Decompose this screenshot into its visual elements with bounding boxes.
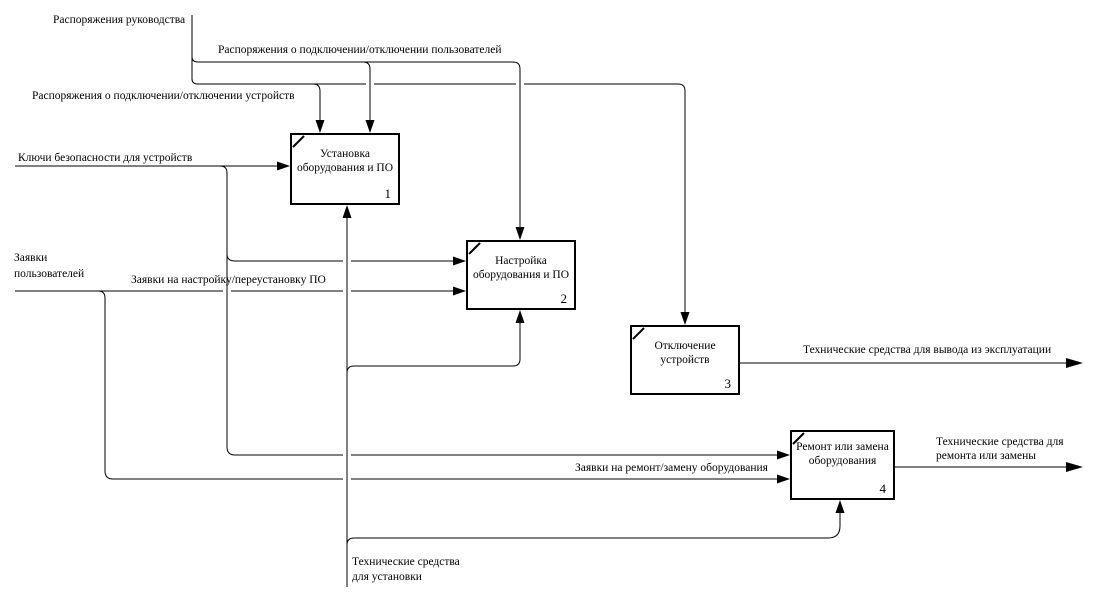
activity-box-install-title: Установка оборудования и ПО — [296, 148, 394, 174]
arrow-install-means-branch-box2 — [347, 314, 520, 373]
arrow-install-means-branch-box4 — [347, 504, 840, 545]
box-corner-fold-icon — [792, 432, 810, 450]
activity-box-configure-title: Настройка оборудования и ПО — [472, 255, 570, 281]
activity-box-repair-title: Ремонт или замена оборудования — [796, 441, 889, 467]
label-security-keys: Ключи безопасности для устройств — [18, 152, 193, 164]
label-repair-output-line1: Технические средства для — [936, 436, 1064, 448]
label-install-means-line2: для установки — [352, 571, 422, 583]
arrowhead-box2-bottom — [516, 310, 525, 323]
label-user-requests-line1: Заявки — [14, 252, 48, 264]
activity-box-configure-number: 2 — [560, 291, 567, 306]
arrowhead-box2-input2 — [453, 287, 466, 296]
arrow-security-keys-branch-box4 — [220, 166, 786, 455]
arrowhead-box2-top — [516, 227, 525, 240]
label-devices-connect-directives: Распоряжения о подключении/отключении устройств — [32, 90, 295, 102]
activity-box-configure[interactable] — [466, 240, 576, 310]
arrowhead-box1-left — [277, 162, 290, 171]
arrow-security-keys-branch-box2 — [227, 254, 462, 261]
arrowhead-box4-bottom — [836, 500, 845, 513]
activity-box-repair-number: 4 — [879, 481, 886, 496]
arrowhead-box3-top — [681, 312, 690, 325]
label-setup-requests: Заявки на настройку/переустановку ПО — [131, 274, 326, 286]
activity-box-disconnect[interactable] — [630, 325, 740, 395]
box-corner-fold-icon — [468, 242, 486, 260]
box-corner-fold-icon — [632, 327, 650, 345]
box-corner-fold-icon — [292, 135, 310, 153]
activity-box-disconnect-title: Отключение устройств — [654, 340, 716, 366]
arrowhead-box2-input1 — [453, 257, 466, 266]
arrowhead-box4-input2 — [777, 475, 790, 484]
arrowhead-box1-bottom — [343, 205, 352, 218]
arrow-users-directive-branch-box1 — [363, 62, 370, 130]
arrowhead-repair-output — [1066, 462, 1083, 472]
arrowhead-decommission-output — [1066, 358, 1083, 368]
activity-box-repair[interactable] — [790, 430, 895, 500]
arrowhead-box1-top2 — [366, 120, 375, 133]
label-install-means-line1: Технические средства — [352, 556, 460, 568]
label-repair-output-line2: ремонта или замены — [936, 450, 1037, 462]
arrowhead-box4-input1 — [777, 451, 790, 460]
label-management-directives: Распоряжения руководства — [53, 14, 186, 26]
activity-box-disconnect-number: 3 — [724, 376, 731, 391]
label-user-requests-line2: пользователей — [14, 268, 85, 280]
activity-box-install[interactable] — [290, 133, 400, 205]
arrowhead-box1-top1 — [316, 120, 325, 133]
label-repair-requests: Заявки на ремонт/замену оборудования — [575, 462, 768, 474]
label-users-connect-directives: Распоряжения о подключении/отключении пользователей — [218, 44, 502, 56]
activity-box-install-number: 1 — [384, 186, 391, 201]
label-decommission-output: Технические средства для вывода из эксплуатации — [803, 344, 1052, 356]
